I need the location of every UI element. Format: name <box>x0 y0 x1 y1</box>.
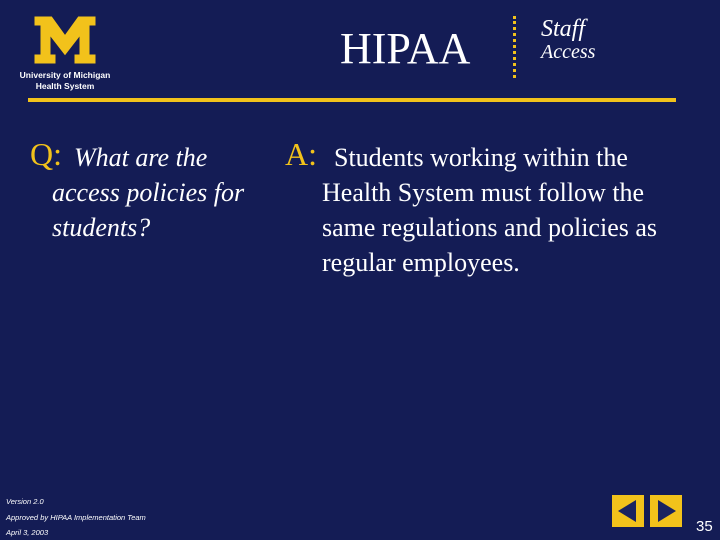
footer-approved: Approved by HIPAA Implementation Team <box>6 513 146 522</box>
footer-date: April 3, 2003 <box>6 528 49 537</box>
question-text: What are the access policies for students? <box>52 143 245 242</box>
triangle-left-icon <box>612 495 644 527</box>
previous-slide-button[interactable] <box>612 495 644 527</box>
answer-prefix: A: <box>285 136 317 172</box>
triangle-right-icon <box>650 495 682 527</box>
university-logo <box>10 14 120 94</box>
answer-text: Students working within the Health System must follow the same regulations and policies as regular employees. <box>322 143 658 277</box>
page-number: 35 <box>696 518 713 535</box>
block-m-logo-icon <box>32 14 98 66</box>
header-subtitle-staff: Staff <box>541 16 586 42</box>
header-title: HIPAA <box>340 24 471 73</box>
header-divider <box>513 16 516 78</box>
header-rule <box>28 98 676 102</box>
header-subtitle-access: Access <box>541 41 596 63</box>
next-slide-button[interactable] <box>650 495 682 527</box>
logo-health-system-text: Health System <box>35 81 95 91</box>
logo-university-text: University of Michigan <box>19 70 111 80</box>
question-prefix: Q: <box>30 136 62 172</box>
footer-version: Version 2.0 <box>6 497 44 506</box>
